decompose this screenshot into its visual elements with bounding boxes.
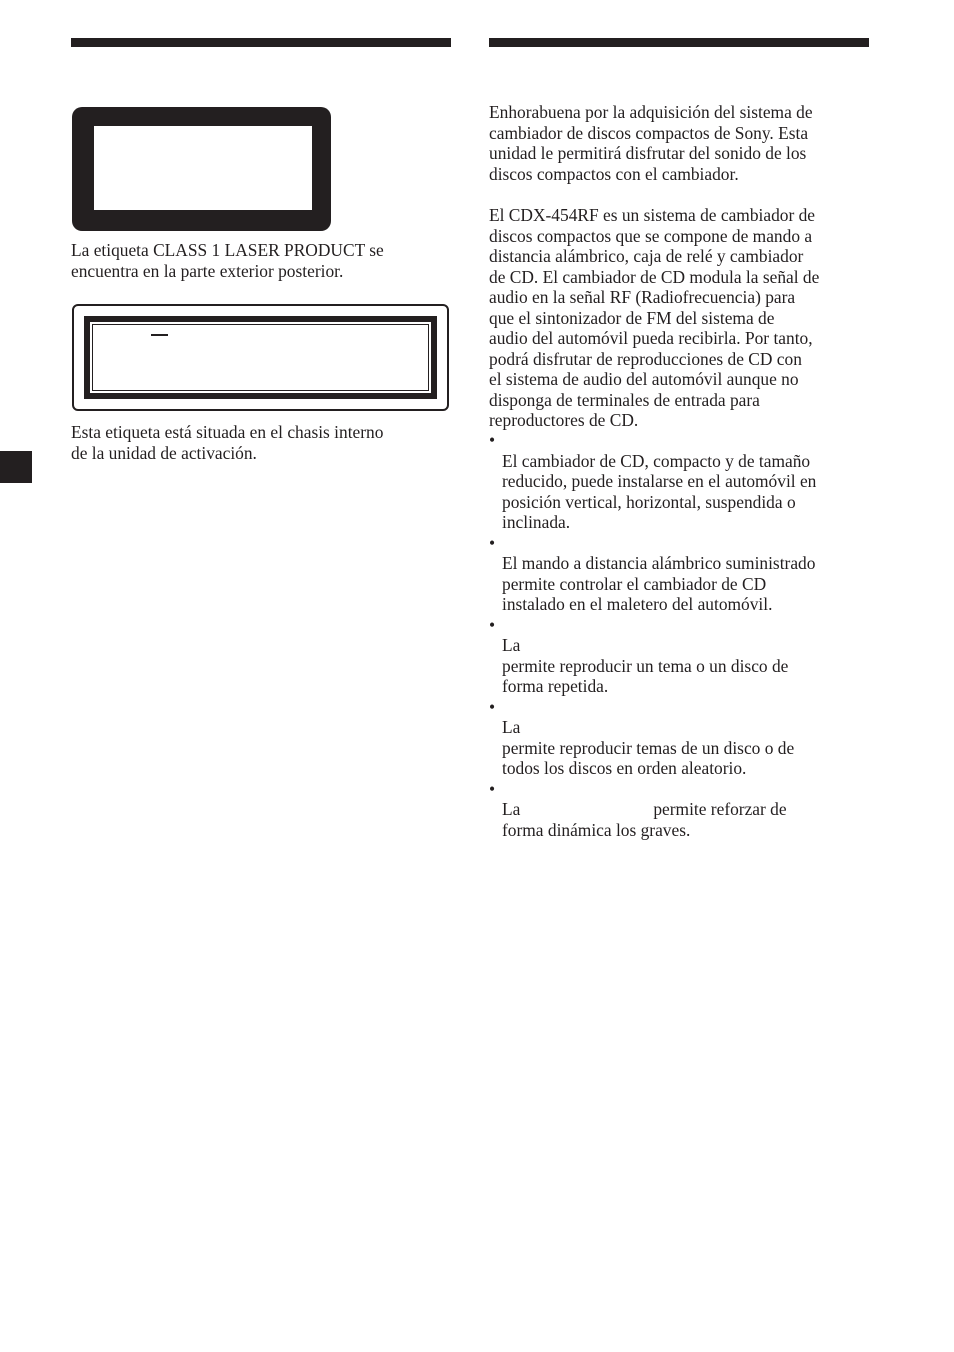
section-side-tab <box>0 451 32 483</box>
feature-list-item <box>489 430 879 533</box>
feature-text: La permite reproducir temas de un disco o de todos los discos en orden aleatorio. <box>502 717 795 778</box>
bullet-dot: • <box>489 532 496 553</box>
feature-list <box>489 430 879 840</box>
class1-label-caption: La etiqueta CLASS 1 LASER PRODUCT se encuentra en la parte exterior posterior. <box>71 240 384 281</box>
feature-text-line2: forma dinámica los graves. <box>502 819 691 840</box>
chassis-label-inner-frame <box>92 324 429 391</box>
bullet-dot: • <box>489 430 496 450</box>
feature-list-item <box>489 533 879 615</box>
section-rule-left <box>71 38 451 47</box>
feature-text: El cambiador de CD, compacto y de tamaño reducido, puede instalarse en el automóvil en posición vertical, horizontal, suspendida o inclinada. <box>502 450 817 532</box>
bullet-dot: • <box>489 778 496 799</box>
feature-text: La permite reproducir un tema o un disco de forma repetida. <box>502 635 789 696</box>
feature-text: El mando a distancia alámbrico suministrado permite controlar el cambiador de CD instalado en el maletero del automóvil. <box>502 553 816 614</box>
class1-laser-label-image <box>72 107 331 231</box>
chassis-warning-label-image <box>72 304 449 411</box>
feature-list-item <box>489 779 879 841</box>
section-rule-right <box>489 38 869 47</box>
intro-paragraph: Enhorabuena por la adquisición del sistema de cambiador de discos compactos de Sony. Esta unidad le permitirá disfrutar del sonido de los discos compactos con el cambiador. <box>489 102 813 184</box>
system-description-paragraph: El CDX-454RF es un sistema de cambiador de discos compactos que se compone de mando a distancia alámbrico, caja de relé y cambiador de CD. El cambiador de CD modula la señal de audio en la señal RF (Radiofrecuencia) para que el sintonizador de FM del sistema de audio del automóvil pueda recibirla. Por tanto, podrá disfrutar de reproducciones de CD con el sistema de audio del automóvil aunque no disponga de terminales de entrada para reproductores de CD. <box>489 205 820 430</box>
feature-list-item <box>489 615 879 697</box>
chassis-label-caption: Esta etiqueta está situada en el chasis interno de la unidad de activación. <box>71 422 384 463</box>
bullet-dot: • <box>489 614 496 635</box>
feature-text-end: permite reforzar de <box>653 799 787 819</box>
chassis-label-dash <box>151 334 168 336</box>
class1-laser-label-inner <box>94 126 312 210</box>
chassis-label-frame <box>84 316 437 399</box>
bullet-dot: • <box>489 696 496 717</box>
feature-list-item <box>489 697 879 779</box>
feature-text-start: La <box>502 799 521 819</box>
